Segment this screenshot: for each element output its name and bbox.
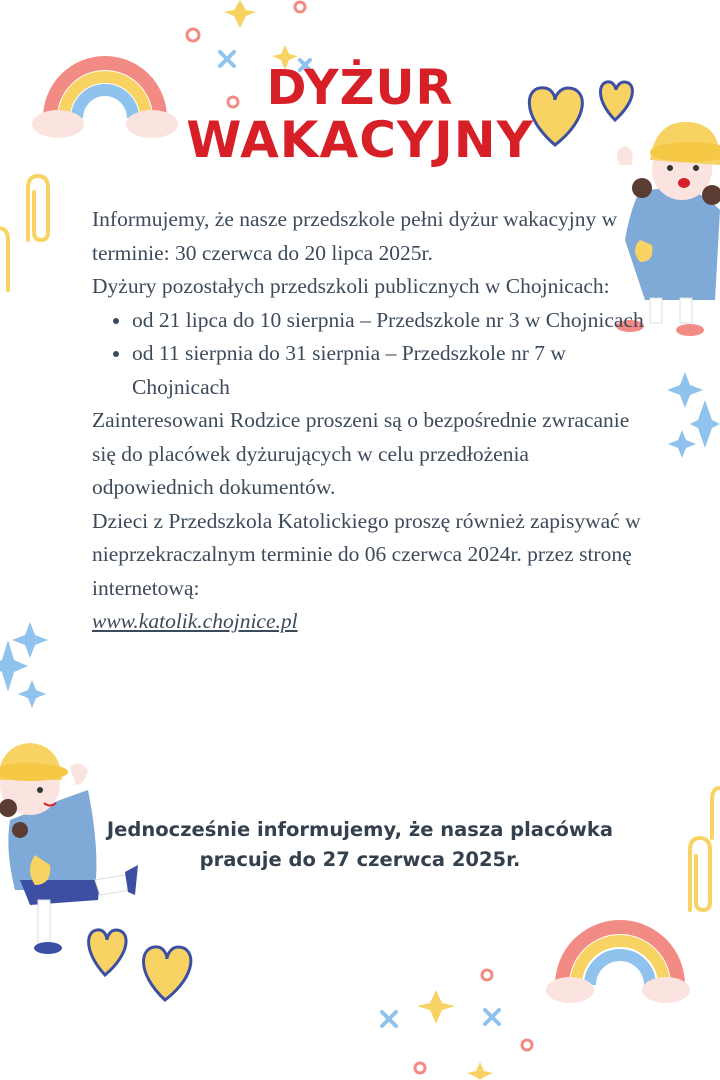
website-link[interactable]: www.katolik.chojnice.pl: [92, 609, 298, 633]
heart-icon: [89, 930, 191, 1000]
parents-paragraph: Zainteresowani Rodzice proszeni są o bezpośrednie zwracanie się do placówek dyżurujących w celu przedłożenia odpowiednich dokumentów.: [92, 408, 630, 499]
announcement-body: [92, 203, 652, 639]
other-preschools-intro: Dyżury pozostałych przedszkoli publicznych w Chojnicach:: [92, 274, 610, 298]
rainbow-icon: [546, 927, 690, 1003]
bottom-note: Jednocześnie informujemy, że nasza placówka pracuje do 27 czerwca 2025r.: [106, 818, 614, 871]
duty-schedule-list: [92, 304, 652, 405]
list-item: • od 11 sierpnia do 31 sierpnia – Przedszkole nr 7 w Chojnicach: [132, 337, 652, 404]
list-item: • od 21 lipca do 10 sierpnia – Przedszkole nr 3 w Chojnicach: [132, 304, 652, 338]
intro-paragraph: Informujemy, że nasze przedszkole pełni dyżur wakacyjny w terminie: 30 czerwca do 20 lipca 2025r.: [92, 207, 618, 265]
catholic-preschool-paragraph: Dzieci z Przedszkola Katolickiego proszę również zapisywać w nieprzekraczalnym terminie do 06 czerwca 2024r. przez stronę internetową:: [92, 508, 641, 600]
title-line-1: DYŻUR: [266, 60, 454, 116]
title-line-2: WAKACYJNY: [186, 111, 534, 169]
website-line: [92, 605, 652, 639]
